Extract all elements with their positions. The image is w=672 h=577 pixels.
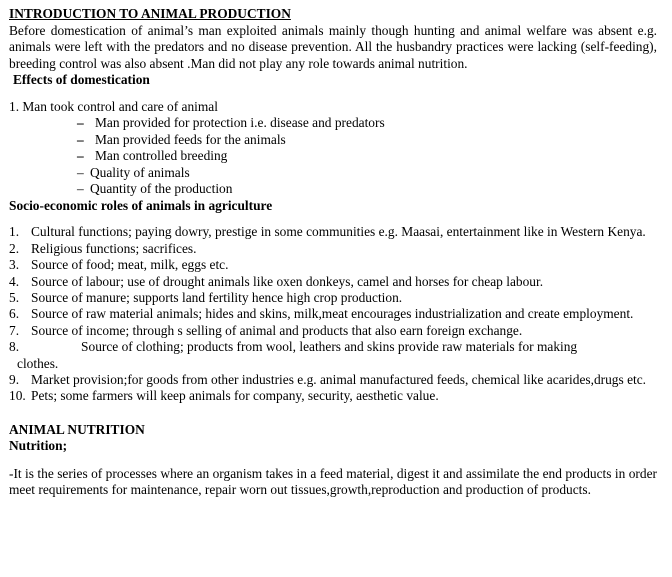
effects-subitem	[9, 132, 657, 149]
list-item-text: Source of food; meat, milk, eggs etc.	[31, 257, 229, 273]
dash-bullet-icon: –	[77, 148, 84, 164]
list-number: 7.	[9, 322, 20, 338]
nutrition-paragraph: -It is the series of processes where an organism takes in a feed material, digest it and assimilate the end products in order meet requirements for maintenance, repair worn out tissues,growth,reproduction and production of products.	[9, 465, 657, 498]
page-title: INTRODUCTION TO ANIMAL PRODUCTION	[9, 6, 291, 21]
list-item-text: Source of raw material animals; hides and skins, milk,meat encourages industrialization and create employment.	[31, 306, 634, 322]
effects-subitem-text: Man provided feeds for the animals	[95, 131, 286, 147]
effects-heading: Effects of domestication	[13, 72, 150, 88]
list-number: 6.	[9, 306, 20, 322]
list-item-text: Source of income; through s selling of animal and products that also earn foreign exchange.	[31, 322, 523, 338]
dash-bullet-icon: –	[77, 164, 84, 180]
effects-subitem-text: Quantity of the production	[90, 181, 233, 197]
list-item-text: Religious functions; sacrifices.	[31, 240, 197, 256]
spacer	[9, 214, 657, 224]
roles-heading: Socio-economic roles of animals in agriculture	[9, 198, 273, 213]
list-item	[9, 274, 657, 290]
effects-subitem-text: Quality of animals	[90, 164, 190, 180]
effects-subitem	[9, 165, 657, 182]
list-number: 10.	[9, 388, 26, 404]
nutrition-subheading: Nutrition;	[9, 438, 68, 454]
list-item	[9, 224, 657, 240]
document-page	[9, 6, 657, 499]
list-item	[9, 306, 657, 322]
dash-bullet-icon: –	[77, 115, 84, 131]
list-number: 3.	[9, 257, 20, 273]
list-item	[9, 372, 657, 388]
list-number: 2.	[9, 240, 20, 256]
list-item	[9, 257, 657, 273]
list-number: 1.	[9, 224, 20, 240]
list-item-text: Source of labour; use of drought animals like oxen donkeys, camel and horses for cheap labour.	[31, 273, 544, 289]
dash-bullet-icon: –	[77, 181, 84, 197]
nutrition-heading: ANIMAL NUTRITION	[9, 421, 145, 437]
list-item-text: Market provision;for goods from other industries e.g. animal manufactured feeds, chemical like acarides,drugs etc.	[31, 372, 647, 388]
list-item-text: Pets; some farmers will keep animals for company, security, aesthetic value.	[31, 388, 439, 404]
list-item	[9, 290, 657, 306]
effects-subitem-text: Man provided for protection i.e. disease and predators	[95, 115, 385, 131]
list-item-continuation: clothes.	[17, 355, 59, 371]
spacer	[9, 405, 657, 422]
effects-point: 1. Man took control and care of animal	[9, 98, 218, 114]
list-number: 4.	[9, 273, 20, 289]
list-number: 9.	[9, 372, 20, 388]
dash-bullet-icon: –	[77, 131, 84, 147]
effects-subitem-list	[9, 115, 657, 198]
spacer	[9, 89, 657, 99]
list-item	[9, 323, 657, 339]
list-item-text: Source of clothing; products from wool, leathers and skins provide raw materials for making	[81, 339, 578, 355]
list-item	[9, 388, 657, 404]
intro-paragraph: Before domestication of animal’s man exploited animals mainly though hunting and animal welfare was absent e.g. animals were left with the predators and no disease prevention. All the husbandry practices were lacking (self-feeding), breeding control was also absent .Man did not play any role towards animal nutrition.	[9, 23, 657, 71]
list-number: 8.	[9, 339, 20, 355]
list-item-text: Source of manure; supports land fertility hence high crop production.	[31, 290, 403, 306]
effects-subitem-text: Man controlled breeding	[95, 148, 228, 164]
effects-subitem	[9, 115, 657, 132]
list-item	[9, 339, 657, 372]
list-item-text: Cultural functions; paying dowry, prestige in some communities e.g. Maasai, entertainment like in Western Kenya.	[31, 224, 646, 240]
list-number: 5.	[9, 290, 20, 306]
effects-subitem	[9, 181, 657, 198]
spacer	[9, 455, 657, 466]
roles-list	[9, 224, 657, 404]
effects-subitem	[9, 148, 657, 165]
list-item	[9, 241, 657, 257]
